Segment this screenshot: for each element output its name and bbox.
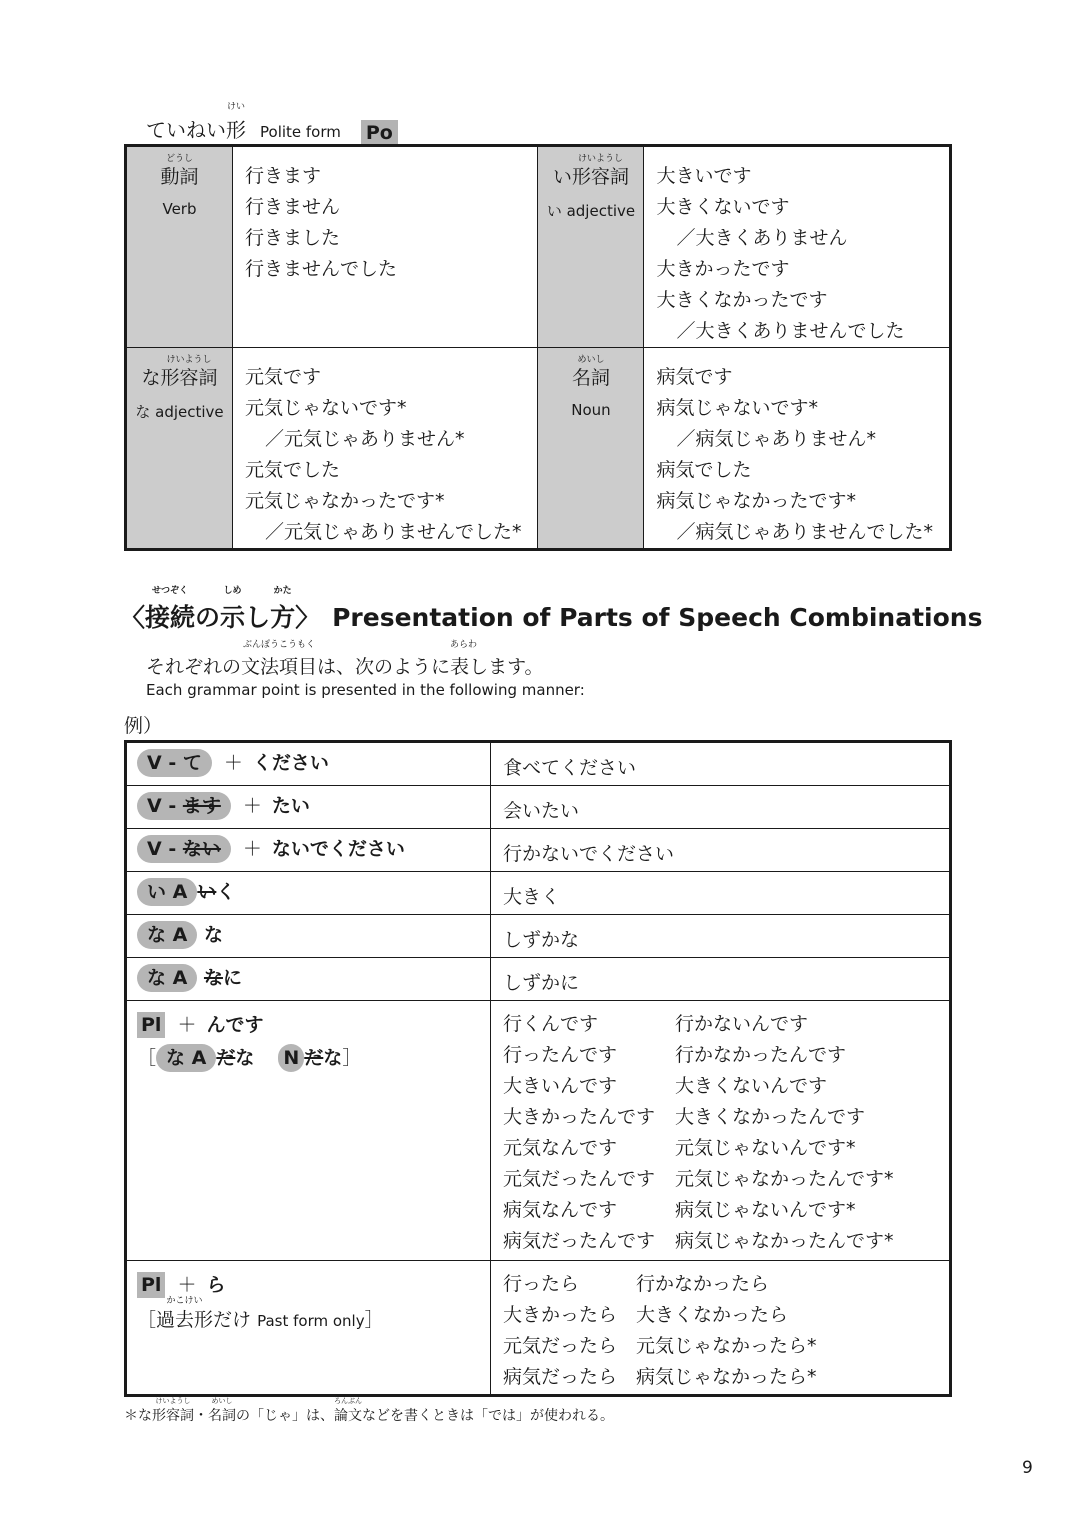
example-pair xyxy=(503,1102,949,1133)
footnote-word-keiyoushi xyxy=(152,1397,194,1425)
v-masu-pill xyxy=(137,792,231,820)
combo-example: 大きく xyxy=(491,872,951,915)
i-adj-pill: い A xyxy=(137,878,197,906)
footnote xyxy=(124,1397,614,1425)
intro-text-jp xyxy=(146,640,544,679)
note-en: Past form only xyxy=(257,1312,365,1330)
note-bracket-open: ［ xyxy=(137,1047,157,1069)
v-nai-pill xyxy=(137,835,231,863)
polite-table-row xyxy=(126,146,951,348)
na-adj-pill: な A xyxy=(156,1044,216,1072)
combo-row-masu xyxy=(126,786,951,829)
example-pair xyxy=(503,1195,949,1226)
intro-kanji: 文法項目 xyxy=(241,656,318,678)
example-negative: 病気じゃなかったら* xyxy=(636,1366,817,1388)
i-adj-form: ／大きくありません xyxy=(676,227,848,249)
pl-badge: Pl xyxy=(137,1012,165,1038)
example-pair xyxy=(503,1071,949,1102)
polite-title-en: Polite form xyxy=(260,123,341,141)
footnote-word-meishi xyxy=(208,1397,236,1425)
footnote-ruby: けいようし xyxy=(155,1397,191,1405)
example-affirmative: 元気だったんです xyxy=(503,1168,656,1190)
note-bracket-close: ］ xyxy=(364,1309,384,1331)
combo-suffix: んです xyxy=(206,1014,264,1036)
heading-word-shime xyxy=(220,586,246,634)
polite-title-kanji-text: 形 xyxy=(226,118,246,142)
footnote-part: の「じゃ」は、 xyxy=(236,1408,334,1424)
footnote-part: などを書くときは「では」が使われる。 xyxy=(362,1408,614,1424)
example-negative: 病気じゃなかったんです* xyxy=(675,1230,894,1252)
note-suffix: な xyxy=(323,1047,343,1069)
plus-sign: ＋ xyxy=(177,1274,197,1296)
combo-suffix: たい xyxy=(271,795,310,817)
combo-row-te xyxy=(126,742,951,786)
i-adj-form: 大きかったです xyxy=(656,258,790,280)
verb-forms-cell xyxy=(233,146,538,348)
combo-pattern xyxy=(126,1261,491,1396)
example-pair xyxy=(503,1226,949,1257)
combo-example-grid xyxy=(491,1261,951,1396)
intro-text-en: Each grammar point is presented in the following manner: xyxy=(146,681,585,699)
example-affirmative: 元気だったら xyxy=(503,1335,618,1357)
example-negative: 大きくなかったんです xyxy=(675,1106,866,1128)
heading-bracket-open: 〈 xyxy=(120,603,146,632)
plus-sign: ＋ xyxy=(242,838,262,860)
example-negative: 元気じゃなかったら* xyxy=(636,1335,817,1357)
example-pair xyxy=(503,1040,949,1071)
verb-label-ruby: どうし xyxy=(165,154,193,164)
na-adj-label-en: な adjective xyxy=(135,403,224,421)
combo-row-na-ni xyxy=(126,958,951,1001)
verb-form: 行きます xyxy=(245,165,322,187)
combo-row-pl-ndesu xyxy=(126,1001,951,1261)
na-adj-form: 元気じゃなかったです* xyxy=(245,490,445,512)
example-pair xyxy=(503,1300,949,1331)
heading-kanji: 接続 xyxy=(145,603,196,632)
verb-label-text: 動詞 xyxy=(160,166,199,188)
example-negative: 元気じゃないんです* xyxy=(675,1137,856,1159)
intro-part: は、次のように xyxy=(317,656,451,678)
example-negative: 行かなかったら xyxy=(636,1273,770,1295)
heading-kanji: 示 xyxy=(220,603,246,632)
example-affirmative: 大きかったんです xyxy=(503,1106,656,1128)
plus-sign: ＋ xyxy=(223,752,243,774)
intro-ruby: ぶんぽうこうもく xyxy=(243,640,316,650)
combo-pattern xyxy=(126,829,491,872)
pill-v: V - xyxy=(147,752,177,774)
combo-example: 行かないでください xyxy=(491,829,951,872)
pill-kana-struck: ない xyxy=(182,838,221,860)
noun-label-text: 名詞 xyxy=(571,367,610,389)
footnote-kanji: 名詞 xyxy=(208,1408,236,1424)
example-affirmative: 大きかったら xyxy=(503,1304,618,1326)
combo-note xyxy=(137,1298,490,1343)
noun-label-cell xyxy=(538,348,644,550)
combo-row-pl-ra xyxy=(126,1261,951,1396)
noun-form: 病気じゃなかったです* xyxy=(656,490,856,512)
i-adj-forms-cell xyxy=(644,146,951,348)
na-adj-form: 元気です xyxy=(245,366,322,388)
polite-title-ruby: けい xyxy=(226,102,245,112)
footnote-ruby: めいし xyxy=(211,1397,233,1405)
polite-badge: Po xyxy=(361,120,398,146)
na-adj-form: ／元気じゃありません* xyxy=(265,428,465,450)
combo-pattern xyxy=(126,915,491,958)
heading-title-en: Presentation of Parts of Speech Combinations xyxy=(332,603,983,632)
combo-example: 食べてください xyxy=(491,742,951,786)
intro-part: します。 xyxy=(469,656,544,678)
na-adj-pill: な A xyxy=(137,921,197,949)
section-heading xyxy=(120,586,983,634)
na-adj-label-kanji: 形容詞 xyxy=(160,367,218,389)
combination-table xyxy=(124,740,952,1397)
heading-ruby: かた xyxy=(273,586,292,596)
verb-form: 行きました xyxy=(245,227,341,249)
v-te-pill xyxy=(137,749,212,777)
i-adj-label-pre: い xyxy=(552,166,572,188)
combo-suffix: ら xyxy=(206,1274,226,1296)
na-adj-pill: な A xyxy=(137,964,197,992)
page-number: 9 xyxy=(1022,1458,1033,1478)
noun-label-en: Noun xyxy=(571,401,611,419)
combo-row-nai xyxy=(126,829,951,872)
i-adj-label xyxy=(571,154,629,188)
struck-kana: だ xyxy=(304,1047,324,1069)
i-adj-label-en: い adjective xyxy=(546,202,636,220)
i-adj-label-kanji: 形容詞 xyxy=(571,166,629,188)
note-bracket-close: ］ xyxy=(342,1047,362,1069)
footnote-kanji: 形容詞 xyxy=(152,1408,194,1424)
i-adj-form: ／大きくありませんでした xyxy=(676,320,905,342)
polite-title-jp: ていねい xyxy=(146,118,226,142)
na-adj-form: 元気でした xyxy=(245,459,341,481)
combo-example: 会いたい xyxy=(491,786,951,829)
example-affirmative: 行ったら xyxy=(503,1273,580,1295)
plus-sign: ＋ xyxy=(242,795,262,817)
intro-kanji: 表 xyxy=(450,656,470,678)
na-adj-forms-cell xyxy=(233,348,538,550)
heading-kana: の xyxy=(195,603,221,632)
i-adj-form: 大きくないです xyxy=(656,196,790,218)
verb-label-cell xyxy=(126,146,233,348)
i-adj-form: 大きくなかったです xyxy=(656,289,828,311)
note-kana: だけ xyxy=(213,1309,252,1331)
example-affirmative: 大きいんです xyxy=(503,1075,618,1097)
heading-bracket-close: 〉 xyxy=(295,603,321,632)
combo-row-i-ku xyxy=(126,872,951,915)
example-affirmative: 行ったんです xyxy=(503,1044,618,1066)
intro-word-arawa xyxy=(450,640,478,679)
struck-kana: だ xyxy=(216,1047,236,1069)
footnote-part: ＊な xyxy=(124,1408,152,1424)
polite-form-table xyxy=(124,144,952,551)
polite-form-heading xyxy=(146,102,398,146)
noun-form: 病気です xyxy=(656,366,733,388)
noun-form: 病気じゃないです* xyxy=(656,397,818,419)
na-adj-form: ／元気じゃありませんでした* xyxy=(265,521,522,543)
example-affirmative: 病気だったら xyxy=(503,1366,618,1388)
na-adj-label-ruby: けいようし xyxy=(166,355,212,365)
example-label: 例） xyxy=(124,715,163,737)
combo-pattern xyxy=(126,958,491,1001)
example-negative: 行かないんです xyxy=(675,1013,809,1035)
plus-sign: ＋ xyxy=(177,1014,197,1036)
heading-word-kata xyxy=(270,586,296,634)
footnote-kanji: 論文 xyxy=(334,1408,362,1424)
combo-pattern xyxy=(126,872,491,915)
i-adj-label-ruby: けいようし xyxy=(577,154,623,164)
heading-ruby: しめ xyxy=(223,586,242,596)
footnote-word-ronbun xyxy=(334,1397,362,1425)
combo-example: しずかな xyxy=(491,915,951,958)
struck-kana: い xyxy=(197,881,217,903)
na-adj-label-cell xyxy=(126,348,233,550)
verb-form: 行きませんでした xyxy=(245,258,398,280)
heading-word-setsuzoku xyxy=(145,586,196,634)
noun-pill: N xyxy=(278,1044,304,1072)
example-negative: 行かなかったんです xyxy=(675,1044,847,1066)
example-negative: 大きくなかったら xyxy=(636,1304,789,1326)
pill-kana-struck: ます xyxy=(182,795,221,817)
noun-form: ／病気じゃありません* xyxy=(676,428,876,450)
combo-suffix: く xyxy=(216,881,236,903)
i-adj-form: 大きいです xyxy=(656,165,752,187)
combo-example-grid xyxy=(491,1001,951,1261)
combo-pattern xyxy=(126,786,491,829)
example-affirmative: 行くんです xyxy=(503,1013,599,1035)
noun-forms-cell xyxy=(644,348,951,550)
intro-word-bunpou xyxy=(241,640,318,679)
verb-label xyxy=(160,154,199,188)
example-pair xyxy=(503,1269,949,1300)
na-adj-form: 元気じゃないです* xyxy=(245,397,407,419)
note-bracket-open: ［ xyxy=(137,1309,157,1331)
noun-form: 病気でした xyxy=(656,459,752,481)
polite-title-kanji xyxy=(226,102,246,143)
example-affirmative: 元気なんです xyxy=(503,1137,618,1159)
combo-note xyxy=(137,1038,490,1078)
combo-suffix: に xyxy=(222,967,242,989)
heading-kanji: 方 xyxy=(270,603,296,632)
pill-v: V - xyxy=(147,838,177,860)
heading-ruby: せつぞく xyxy=(152,586,189,596)
combo-suffix: ください xyxy=(252,752,329,774)
example-affirmative: 病気だったんです xyxy=(503,1230,656,1252)
struck-kana: な xyxy=(203,967,223,989)
example-negative: 元気じゃなかったんです* xyxy=(675,1168,894,1190)
verb-form: 行きません xyxy=(245,196,341,218)
pl-badge: Pl xyxy=(137,1272,165,1298)
intro-ruby: あらわ xyxy=(450,640,478,650)
i-adj-label-cell xyxy=(538,146,644,348)
example-pair xyxy=(503,1164,949,1195)
combo-suffix: ないでください xyxy=(271,838,405,860)
note-kanji: 過去形 xyxy=(156,1309,214,1331)
note-suffix: な xyxy=(235,1047,255,1069)
combo-example: しずかに xyxy=(491,958,951,1001)
example-pair xyxy=(503,1362,949,1393)
example-affirmative: 病気なんです xyxy=(503,1199,618,1221)
example-negative: 病気じゃないんです* xyxy=(675,1199,856,1221)
na-adj-label xyxy=(160,355,218,389)
intro-part: それぞれの xyxy=(146,656,242,678)
note-word-kakokei xyxy=(156,1298,213,1342)
verb-label-en: Verb xyxy=(162,200,197,218)
example-pair xyxy=(503,1133,949,1164)
note-ruby: かこけい xyxy=(166,1296,203,1306)
pill-kana: て xyxy=(182,752,202,774)
footnote-ruby: ろんぶん xyxy=(334,1397,362,1405)
footnote-part: ・ xyxy=(194,1408,208,1424)
noun-form: ／病気じゃありませんでした* xyxy=(676,521,933,543)
combo-pattern xyxy=(126,742,491,786)
combo-pattern xyxy=(126,1001,491,1261)
example-pair xyxy=(503,1009,949,1040)
noun-label xyxy=(571,355,610,389)
example-negative: 大きくないんです xyxy=(675,1075,828,1097)
polite-table-row xyxy=(126,348,951,550)
heading-kana: し xyxy=(245,603,271,632)
na-adj-label-pre: な xyxy=(141,367,161,389)
pill-v: V - xyxy=(147,795,177,817)
combo-suffix: な xyxy=(203,924,223,946)
combo-row-na-na xyxy=(126,915,951,958)
example-pair xyxy=(503,1331,949,1362)
noun-label-ruby: めいし xyxy=(577,355,605,365)
